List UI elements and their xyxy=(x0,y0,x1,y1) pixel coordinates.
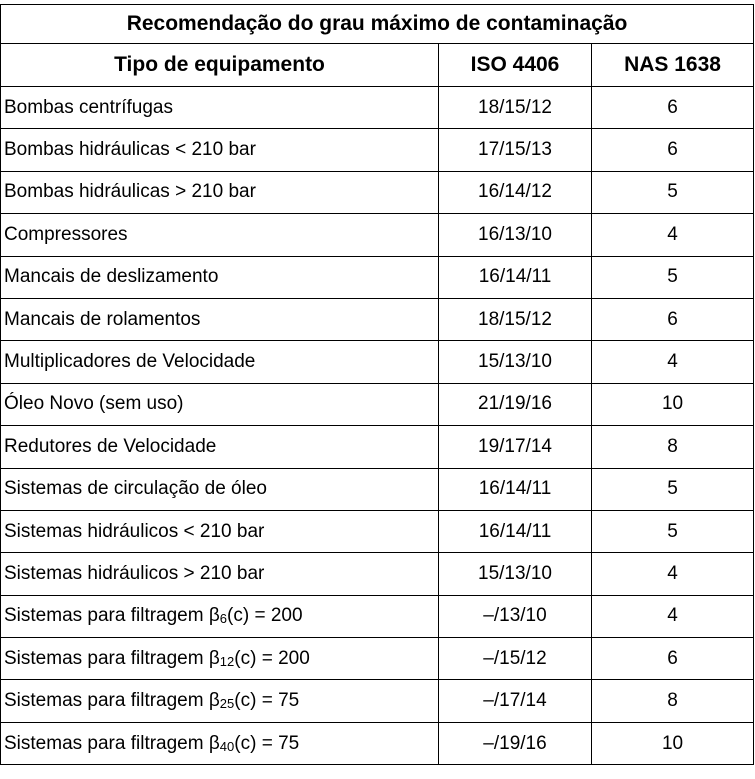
iso-cell: 18/15/12 xyxy=(439,87,592,129)
table-row xyxy=(1,171,754,213)
equipment-cell: Sistemas de circulação de óleo xyxy=(1,468,439,510)
nas-cell: 4 xyxy=(592,341,754,383)
equipment-cell xyxy=(1,638,439,680)
beta-subscript: 6 xyxy=(219,611,228,627)
table-row xyxy=(1,426,754,468)
table-row xyxy=(1,510,754,552)
table-row xyxy=(1,722,754,764)
iso-cell: 15/13/10 xyxy=(439,341,592,383)
iso-cell: –/17/14 xyxy=(439,680,592,722)
header-equipment-type: Tipo de equipamento xyxy=(1,44,439,87)
equipment-cell: Mancais de rolamentos xyxy=(1,298,439,340)
header-row xyxy=(1,44,754,87)
iso-cell: 15/13/10 xyxy=(439,553,592,595)
equipment-cell: Bombas centrífugas xyxy=(1,87,439,129)
iso-cell: 16/13/10 xyxy=(439,214,592,256)
header-iso-4406: ISO 4406 xyxy=(439,44,592,87)
nas-cell: 5 xyxy=(592,510,754,552)
nas-cell: 4 xyxy=(592,553,754,595)
equipment-prefix: Sistemas para filtragem β xyxy=(4,605,220,627)
table-row xyxy=(1,468,754,510)
equipment-cell: Bombas hidráulicas < 210 bar xyxy=(1,129,439,171)
iso-cell: 17/15/13 xyxy=(439,129,592,171)
equipment-cell: Redutores de Velocidade xyxy=(1,426,439,468)
equipment-cell: Multiplicadores de Velocidade xyxy=(1,341,439,383)
title-row xyxy=(1,5,754,44)
nas-cell: 6 xyxy=(592,87,754,129)
nas-cell: 5 xyxy=(592,171,754,213)
equipment-cell xyxy=(1,722,439,764)
equipment-cell xyxy=(1,595,439,637)
nas-cell: 5 xyxy=(592,468,754,510)
nas-cell: 10 xyxy=(592,383,754,425)
iso-cell: 16/14/11 xyxy=(439,510,592,552)
equipment-cell: Óleo Novo (sem uso) xyxy=(1,383,439,425)
iso-cell: 21/19/16 xyxy=(439,383,592,425)
nas-cell: 10 xyxy=(592,722,754,764)
nas-cell: 6 xyxy=(592,298,754,340)
iso-cell: –/13/10 xyxy=(439,595,592,637)
equipment-suffix: (c) = 75 xyxy=(234,732,300,754)
nas-cell: 4 xyxy=(592,595,754,637)
iso-cell: 18/15/12 xyxy=(439,298,592,340)
equipment-suffix: (c) = 200 xyxy=(234,647,310,669)
iso-cell: 19/17/14 xyxy=(439,426,592,468)
nas-cell: 8 xyxy=(592,680,754,722)
table-row xyxy=(1,680,754,722)
equipment-prefix: Sistemas para filtragem β xyxy=(4,690,220,712)
table-row xyxy=(1,595,754,637)
nas-cell: 6 xyxy=(592,129,754,171)
equipment-prefix: Sistemas para filtragem β xyxy=(4,647,220,669)
equipment-cell: Sistemas hidráulicos < 210 bar xyxy=(1,510,439,552)
equipment-cell: Bombas hidráulicas > 210 bar xyxy=(1,171,439,213)
iso-cell: 16/14/11 xyxy=(439,256,592,298)
iso-cell: 16/14/11 xyxy=(439,468,592,510)
table-row xyxy=(1,129,754,171)
beta-subscript: 40 xyxy=(219,738,235,754)
nas-cell: 4 xyxy=(592,214,754,256)
table-row xyxy=(1,383,754,425)
table-row xyxy=(1,341,754,383)
nas-cell: 6 xyxy=(592,638,754,680)
iso-cell: –/19/16 xyxy=(439,722,592,764)
header-nas-1638: NAS 1638 xyxy=(592,44,754,87)
contamination-table-wrapper xyxy=(0,4,754,765)
equipment-cell: Sistemas hidráulicos > 210 bar xyxy=(1,553,439,595)
iso-cell: –/15/12 xyxy=(439,638,592,680)
equipment-cell xyxy=(1,680,439,722)
contamination-table xyxy=(0,4,754,765)
table-row xyxy=(1,214,754,256)
iso-cell: 16/14/12 xyxy=(439,171,592,213)
table-row xyxy=(1,553,754,595)
table-row xyxy=(1,638,754,680)
nas-cell: 5 xyxy=(592,256,754,298)
table-row xyxy=(1,298,754,340)
equipment-suffix: (c) = 200 xyxy=(227,605,303,627)
beta-subscript: 12 xyxy=(219,653,235,669)
beta-subscript: 25 xyxy=(219,696,235,712)
equipment-suffix: (c) = 75 xyxy=(234,690,300,712)
nas-cell: 8 xyxy=(592,426,754,468)
equipment-cell: Mancais de deslizamento xyxy=(1,256,439,298)
table-title: Recomendação do grau máximo de contaminação xyxy=(1,5,754,44)
table-row xyxy=(1,256,754,298)
table-row xyxy=(1,87,754,129)
equipment-prefix: Sistemas para filtragem β xyxy=(4,732,220,754)
equipment-cell: Compressores xyxy=(1,214,439,256)
